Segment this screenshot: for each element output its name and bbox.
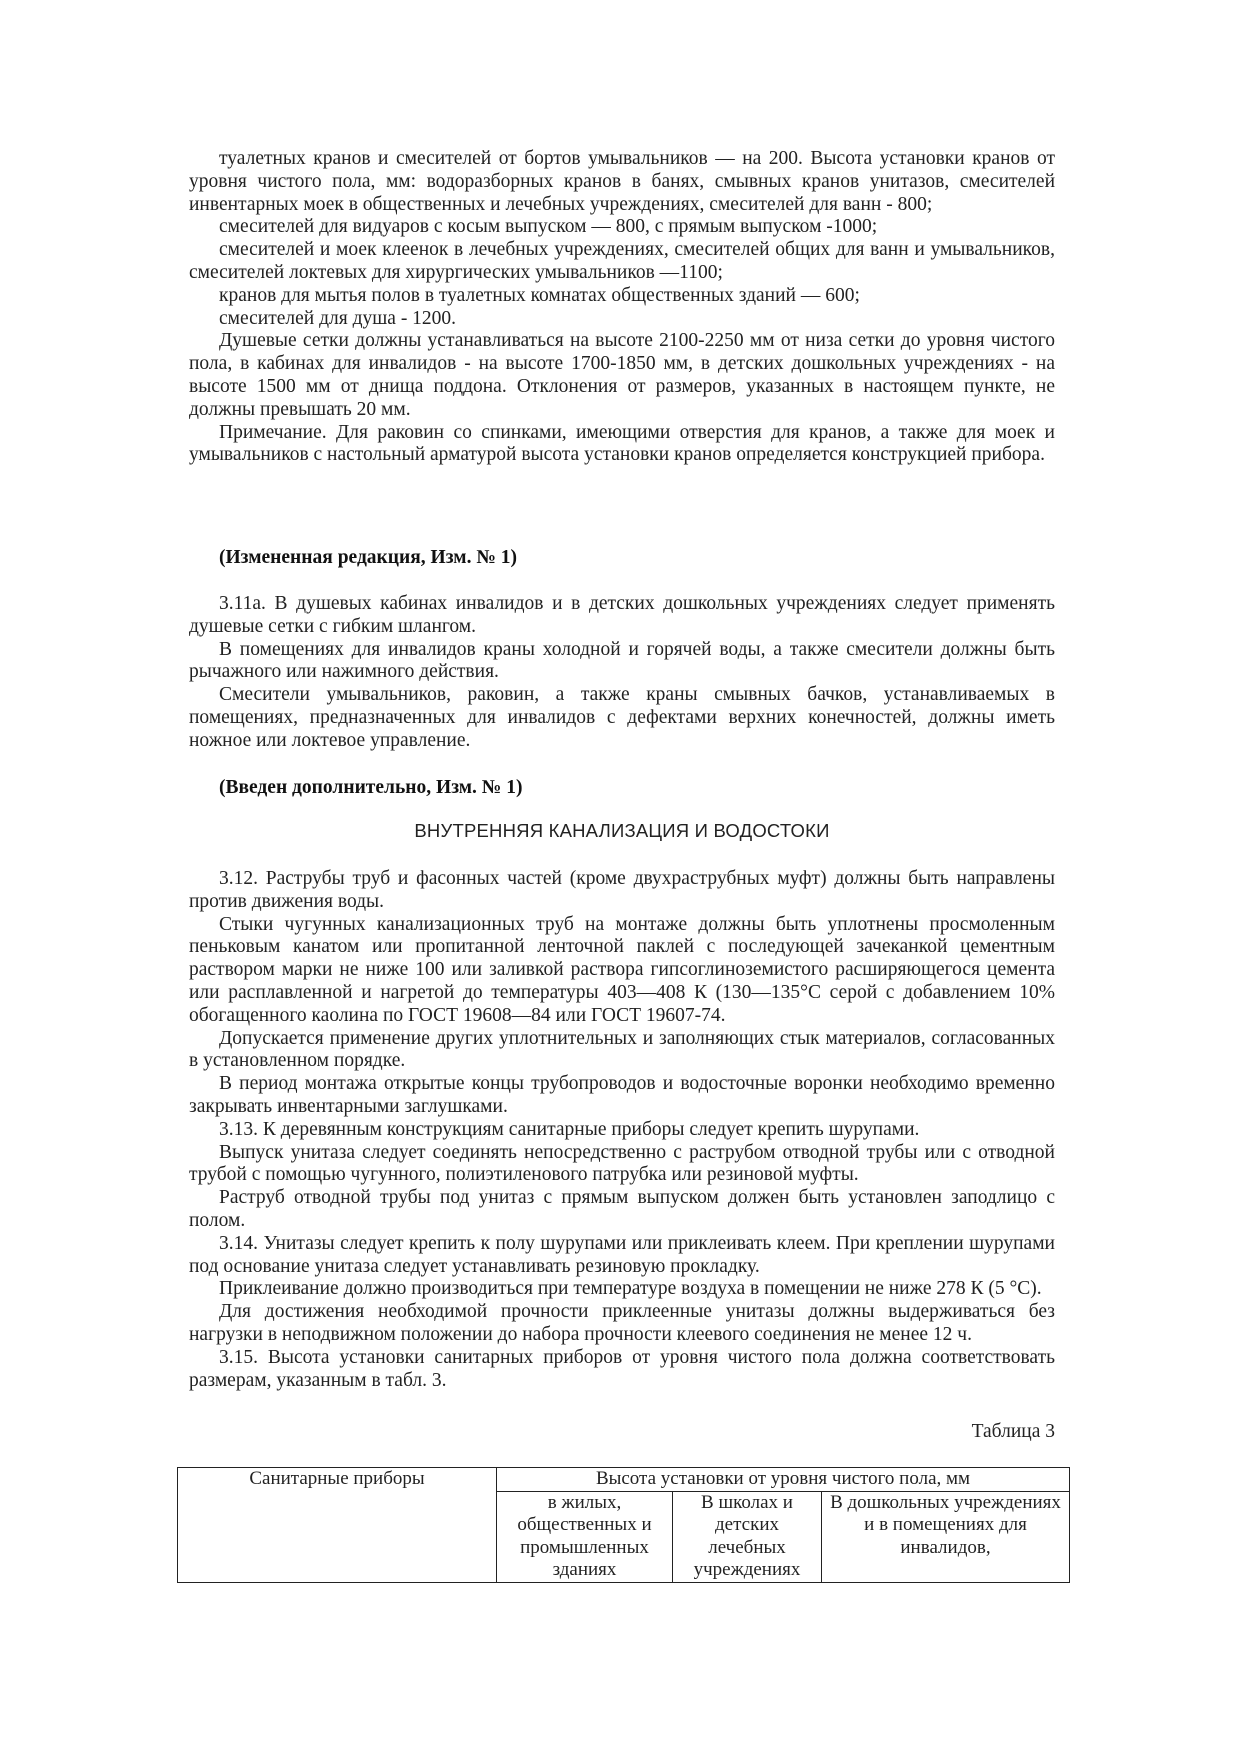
paragraph: Смесители умывальников, раковин, а также краны смывных бачков, устанавливаемых в помещениях, предназначенных для инвалидов с дефектами верхних конечностей, должны иметь ножное или локтевое управление.: [189, 684, 1055, 751]
paragraph: смесителей для душа - 1200.: [219, 307, 457, 329]
paragraph: 3.15. Высота установки санитарных приборов от уровня чистого пола должна соответствовать размерам, указанным в табл. 3.: [189, 1346, 1055, 1391]
table-header-fixtures: Санитарные приборы: [178, 1468, 497, 1583]
paragraph: В период монтажа открытые концы трубопроводов и водосточные воронки необходимо временно закрывать инвентарными заглушками.: [189, 1073, 1055, 1117]
paragraph: Раструб отводной трубы под унитаз с прямым выпуском должен быть установлен заподлицо с полом.: [189, 1187, 1055, 1231]
paragraph: туалетных кранов и смесителей от бортов умывальников — на 200. Высота установки кранов от уровня чистого пола, мм: водоразборных кранов в банях, смывных кранов унитазов, смесителей инвентарных моек в общественных и лечебных учреждениях, смесителей для ванн - 800;: [189, 148, 1055, 215]
table-caption: Таблица 3: [971, 1421, 1055, 1442]
paragraph: Примечание. Для раковин со спинками, имеющими отверстия для кранов, а также для моек и умывальников с настольный арматурой высота установки кранов определяется конструкцией прибора.: [189, 421, 1055, 466]
paragraph: Душевые сетки должны устанавливаться на высоте 2100-2250 мм от низа сетки до уровня чистого пола, в кабинах для инвалидов - на высоте 1700-1850 мм, в детских дошкольных учреждениях - на высоте 1500 мм от днища поддона. Отклонения от размеров, указанных в настоящем пункте, не должны превышать 20 мм.: [189, 330, 1055, 420]
section-3-11a: [189, 593, 1055, 753]
paragraph: 3.13. К деревянным конструкциям санитарные приборы следует крепить шурупами.: [219, 1118, 920, 1140]
paragraph: смесителей для видуаров с косым выпуском — 800, с прямым выпуском -1000;: [219, 216, 878, 238]
paragraph: 3.11а. В душевых кабинах инвалидов и в детских дошкольных учреждениях следует применять душевые сетки с гибким шлангом.: [189, 593, 1055, 637]
table-header-height-group: Высота установки от уровня чистого пола, мм: [497, 1468, 1070, 1492]
paragraph: Приклеивание должно производиться при температуре воздуха в помещении не ниже 278 К (5 °С).: [219, 1278, 1042, 1300]
paragraph: Стыки чугунных канализационных труб на монтаже должны быть уплотнены просмоленным пеньковым канатом или пропитанной ленточной паклей с последующей зачеканкой цементным раствором марки не ниже 100 или заливкой раствора гипсоглиноземистого расширяющегося цемента или расплавленной и нагретой до температуры 403—408 К (130—135°С серой с добавлением 10% обогащенного каолина по ГОСТ 19608—84 или ГОСТ 19607-74.: [189, 913, 1055, 1026]
amendment-note: (Введен дополнительно, Изм. № 1): [219, 777, 523, 798]
section-heading: ВНУТРЕННЯЯ КАНАЛИЗАЦИЯ И ВОДОСТОКИ: [414, 820, 830, 841]
section-sewerage: [189, 868, 1055, 1392]
paragraph: Допускается применение других уплотнительных и заполняющих стык материалов, согласованных в установленном порядке.: [189, 1027, 1055, 1072]
amendment-note: (Измененная редакция, Изм. № 1): [219, 547, 518, 568]
paragraph: В помещениях для инвалидов краны холодной и горячей воды, а также смесители должны быть рычажного или нажимного действия.: [189, 638, 1055, 683]
paragraph: 3.14. Унитазы следует крепить к полу шурупами или приклеивать клеем. При креплении шурупами под основание унитаза следует устанавливать резиновую прокладку.: [189, 1232, 1055, 1277]
paragraph: Выпуск унитаза следует соединять непосредственно с раструбом отводной трубы или с отводной трубой с помощью чугунного, полиэтиленового патрубка или резиновой муфты.: [189, 1141, 1055, 1186]
table-subheader-residential: в жилых, общественных и промышленных зданиях: [497, 1491, 673, 1582]
paragraph: кранов для мытья полов в туалетных комнатах общественных зданий — 600;: [219, 284, 860, 306]
table-subheader-schools: В школах и детских лечебных учреждениях: [673, 1491, 822, 1582]
paragraph: 3.12. Раструбы труб и фасонных частей (кроме двухраструбных муфт) должны быть направлены против движения воды.: [189, 868, 1055, 912]
table-3: [177, 1467, 1070, 1583]
table-header-row: [178, 1468, 1070, 1492]
section-sanitary-heights: [189, 148, 1055, 467]
table-subheader-preschool: В дошкольных учреждениях и в помещениях для инвалидов,: [822, 1491, 1070, 1582]
paragraph: Для достижения необходимой прочности приклеенные унитазы должны выдерживаться без нагрузки в неподвижном положении до набора прочности клеевого соединения не менее 12 ч.: [189, 1301, 1055, 1345]
paragraph: смесителей и моек клеенок в лечебных учреждениях, смесителей общих для ванн и умывальников, смесителей локтевых для хирургических умывальников —1100;: [189, 239, 1055, 283]
